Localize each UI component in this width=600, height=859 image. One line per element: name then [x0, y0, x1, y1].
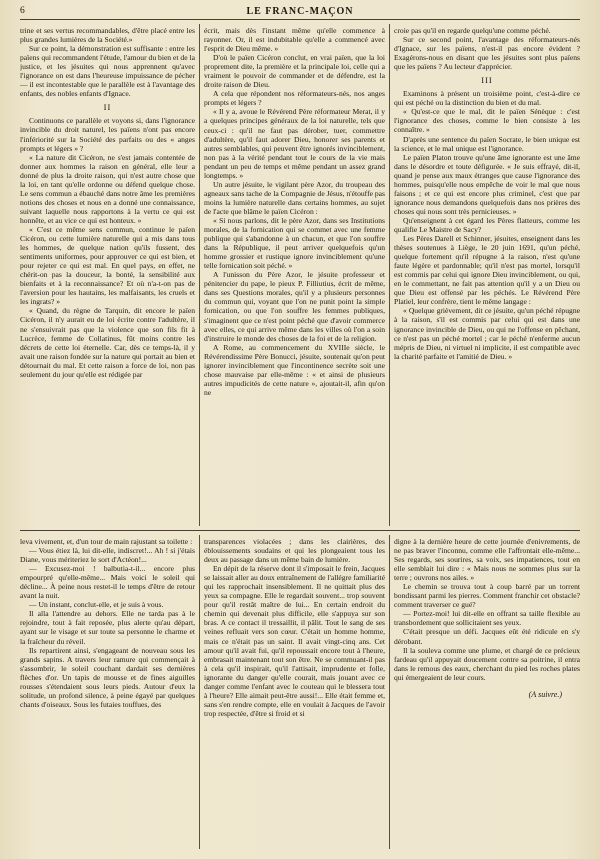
paragraph: « Quand, du règne de Tarquin, dit encore le païen Cicéron, il n'y aurait eu de loi écrite contre l'adultère, il ne s'ensuivrait pas que la violence que son fils fit à Lucrèce, femme de Collatinus, fût moins contre les décrets de cette loi éternelle. Car, dès ce temps-là, il y avait une raison fondée sur la nature qui portait au bien et détournait du mal. Et cette raison a force de loi, non pas seulement du jour qu'elle est rédigée par	[20, 306, 195, 379]
section-divider	[20, 530, 580, 531]
column-divider	[199, 24, 200, 526]
to-be-continued: (A suivre.)	[528, 689, 562, 699]
paragraph: — Excusez-moi ! balbutia-t-il... encore plus empourpré qu'elle-même... Mais voici le soleil qui décline... À peine nous restet-il le temps d'être de retour avant la nuit.	[20, 564, 195, 601]
masthead-title: LE FRANC-MAÇON	[246, 5, 354, 17]
paragraph: Un autre jésuite, le vigilant père Azor, du troupeau des agneaux sans tache de la Compagnie de Jésus, n'étouffe pas moins la lumière naturelle dans certains hommes, au sujet de l'acte que blâme le païen Cicéron :	[204, 179, 385, 216]
article-column-1	[20, 26, 195, 524]
paragraph: « Quelque grièvement, dit ce jésuite, qu'un péché répugne à la raison, s'il est commis par celui qui est dans une ignorance invincible de Dieu, ou qui ne l'offense en pêchant, ce n'est pas un péché mortel ; car le péché n'enferme aucun mépris de Dieu, ni virtuel ni implicite, il est compatible avec la charité parfaite et l'amitié de Dieu. »	[394, 306, 580, 361]
paragraph: écrit, mais dès l'instant même qu'elle commence à rayonner. Or, il est indubitable qu'elle a commencé avec l'esprit de Dieu même. »	[204, 26, 385, 54]
page-header	[20, 3, 580, 20]
paragraph: Examinons à présent un troisième point, c'est-à-dire ce qui est péché ou la distinction du bien et du mal.	[394, 89, 580, 108]
paragraph: Le païen Platon trouve qu'une âme ignorante est une âme dans le désordre et toute défigurée. « Je suis effrayé, dit-il, quand je pense aux maux étranges que cause l'ignorance des hommes, puisqu'elle nous empêche de voir le mal que nous faisons ; et ce qui est encore plus criminel, c'est que par ignorance nous demandons quelquefois dans nos prières des choses qui nous sont très pernicieuses. »	[394, 152, 580, 216]
paragraph: « Il y a, avoue le Révérend Père réformateur Merat, il y a quelques principes généraux de la loi naturelle, tels que ceux-ci : qu'il ne faut pas dérober, tuer, commettre d'adultère, qu'il faut adorer Dieu, honorer ses parents et autres semblables, qui peuvent être ignorés invinciblement, non pas à la vérité pendant tout le cours de la vie mais pendant un peu de temps et même pendant un assez grand longtemps. »	[204, 107, 385, 180]
paragraph: D'où le païen Cicéron conclut, en vrai païen, que la loi proprement dite, la première et la principale loi, celle qui a vraiment le pouvoir de commander et de défendre, est la droite raison de Dieu.	[204, 53, 385, 90]
column-divider	[389, 535, 390, 849]
paragraph: trine et ses vertus recommandables, d'être placé entre les plus grandes lumières de la Société.»	[20, 26, 195, 45]
paragraph: Le chemin se trouva tout à coup barré par un torrent bondissant parmi les pierres. Comment franchir cet obstacle? comment traverser ce gué?	[394, 582, 580, 610]
paragraph: Il la souleva comme une plume, et chargé de ce précieux fardeau qu'il appuyait doucement contre sa poitrine, il entra dans le remous des eaux, cherchant du pied les roches plates qui émergeaient de leur cours.	[394, 645, 580, 682]
paragraph: « La nature dit Cicéron, ne s'est jamais contentée de donner aux hommes la raison en général, elle leur a donné de plus la droite raison, qui n'est autre chose que la loi, en tant qu'elle ordonne ou défend quelque chose. Le sens commun a ébauché dans notre âme les premières notions des choses et nous en a donné une connaissance, suivant laquelle nous rapportons à la vertu ce qui est honnête, et au vice ce qui est honteux. »	[20, 152, 195, 225]
column-divider	[389, 24, 390, 526]
paragraph: « Si nous parlons, dit le père Azor, dans ses Institutions morales, de la fornication qui se commet avec une femme publique qui s'abandonne à un chacun, et que l'on souffre dans la République, il peut arriver quelquefois qu'un homme grossier et rustique ignore invinciblement qu'une telle fornication soit péché. »	[204, 215, 385, 271]
paragraph: — Un instant, conclut-elle, et je suis à vous.	[29, 600, 164, 610]
paragraph: C'était presque un défi. Jacques eût été ridicule en s'y dérobant.	[394, 627, 580, 646]
column-divider	[199, 535, 200, 849]
page-number: 6	[20, 6, 25, 16]
paragraph: A Rome, au commencement du XVIIIe siècle, le Révérendissime Père Bonucci, jésuite, soutenait qu'on peut ignorer invinciblement que l'incontinence secrète soit une chose mauvaise par elle-même : « et ainsi de plusieurs autres impudicités de cette nature », ajoutait-il, afin qu'on ne	[204, 342, 385, 397]
article-column-2	[204, 26, 385, 524]
paragraph: transparences violacées ; dans les clairières, des éblouissements soudains et qui les plongeaient tous les deux au passage dans un même bain de lumière.	[204, 537, 385, 565]
paragraph: — Portez-moi! lui dit-elle en offrant sa taille flexible au transbordement que sollicitaient ses yeux.	[394, 609, 580, 628]
paragraph: D'après une sentence du païen Socrate, le bien unique est la science, et le mal unique est l'ignorance.	[394, 134, 580, 153]
paragraph: En dépit de la réserve dont il s'imposait le frein, Jacques se laissait aller au doux entraînement de l'allégre familiarité qui les rapprochait insensiblement. Il ne quittait plus des yeux sa compagne. Elle le regardait souvent... trop souvent pour qu'il restât maître de lui... En certain endroit du chemin qui devenait plus difficile, elle s'appuya sur son bras. A ce contact il tressaillit, il pâlit. Tout le sang de ses veines refluait vers son cœur. C'était un homme homme, mais ce n'était pas un saint. Il avait vingt-cinq ans. Cet amour qu'il avait fui, qu'il repoussait encore tout à l'heure, embrasait maintenant tout son être. Ne se commuant-il pas à cela qu'il inspirait, qu'il l'attisait, imprudente et folle, ignorante du danger qu'elle courait, mais jouant avec ce danger comme l'enfant avec le couteau qui le blessera tout à l'heure? Elle aimait peut-être aussi!... Elle était femme et, sans s'en rendre compte, elle en voulait à Jacques de l'avoir trop respectée, d'être si froid et si	[204, 564, 385, 718]
section-heading: III	[481, 75, 493, 86]
paragraph: A cela que répondent nos réformateurs-nés, nos anges prompts et légers ?	[204, 89, 385, 108]
story-column-1	[20, 537, 195, 847]
paragraph: — Vous étiez là, lui dit-elle, indiscret!... Ah ! si j'étais Diane, vous mériteriez le sort d'Actéon!...	[20, 546, 195, 565]
paragraph: Il alla l'attendre au dehors. Elle ne tarda pas à le rejoindre, tout à fait reposée, plus alerte qu'au départ, ayant sur le visage et sur toute sa personne le charme et la fraîcheur du réveil.	[20, 609, 195, 646]
paragraph: croie pas qu'il en regarde quelqu'une comme péché.	[394, 26, 551, 35]
paragraph: Qu'enseignent à cet égard les Pères flatteurs, comme les qualifie Le Maistre de Sacy?	[394, 215, 580, 234]
paragraph: digne à la dernière heure de cette journée d'enivrements, de ne pas braver l'inconnu, comme elle l'affrontait elle-même... Ses regards, ses sourires, sa voix, ses impatiences, tout en elle semblait lui dire : « Mais nous ne sommes plus sur la terre ; ouvrons nos ailes. »	[394, 537, 580, 583]
article-column-3	[394, 26, 580, 524]
paragraph: « C'est ce même sens commun, continue le païen Cicéron, ou cette lumière naturelle qui a mis dans tous les hommes, de quelque nation qu'ils fussent, des sentiments uniformes, pour approuver ce qui est bien, et pour rejeter ce qui est mal. En quel pays, en effet, ne chérit-on pas la douceur, la bonté, la sensibilité aux bienfaits et à la reconnaissance? Et où n'a-t-on pas de l'aversion pour les hautains, les malfaisants, les cruels et les ingrats? »	[20, 224, 195, 307]
story-column-2	[204, 537, 385, 847]
paragraph: Sur ce second point, l'avantage des réformateurs-nés d'Ignace, sur les païens, n'est-il pas encore évident ? Exagérons-nous en disant que les jésuites sont plus païens que les païens ? Au lecteur d'apprécier.	[394, 35, 580, 72]
paragraph: Les Pères Darell et Schinner, jésuites, enseignent dans les thèses soutenues à Liège, le 20 juin 1691, qu'un péché, quelque fortement qu'il répugne à la raison, n'est qu'une faute légère et pardonnable; qu'il n'est pas mortel, lorsqu'il est commis par celui qui ignore Dieu invinciblement, ou qui, en le commettant, ne fait pas attention qu'il y a un Dieu ou que Dieu est offensé par les péchés. Le Révérend Père Platiel, leur confrère, tient le même langage :	[394, 234, 580, 307]
paragraph: Ils repartirent ainsi, s'engageant de nouveau sous les grands sapins. A travers leur ramure qui commençait à s'assombrir, le soleil couchant dardait ses dernières flèches d'or. Un tapis de mousse et de fines aiguilles rousses s'étendaient sous leurs pieds. Autour d'eux la solitude, un profond silence, à peine égayé par quelques chants d'oiseaux. Sous les futaies touffues, des	[20, 645, 195, 709]
paragraph: A l'unisson du Père Azor, le jésuite professeur et pénitencier du pape, le pieux P. Filliutius, écrit de même, dans ses Questions morales, qu'il y a plusieurs personnes du commun qui, voyant que l'on ne punit point la simple fornication, ou que l'on souffre les femmes publiques, s'imaginent que ce n'est point péché que d'avoir commerce avec elles, ce qui arrive même dans les villes où l'on a soin d'instruire le monde des choses de la foi et de la religion.	[204, 270, 385, 343]
section-heading: II	[103, 102, 112, 113]
story-column-3	[394, 537, 580, 847]
paragraph: Sur ce point, la démonstration est suffisante : entre les païens qui recommandent l'étude, l'amour du bien et de la justice, et les jésuites qui nous apprennent qu'avec l'ignorance on est dans l'heureuse impuissance de pécher — il est incontestable que le parallèle est à l'avantage des enfants, des nobles enfants d'Ignace.	[20, 44, 195, 99]
paragraph: Continuons ce parallèle et voyons si, dans l'ignorance invincible du droit naturel, les païens n'ont pas encore l'infériorité sur la Société des parfaits ou des « anges prompts et légers » ?	[20, 116, 195, 153]
paragraph: « Qu'est-ce que le mal, dit le païen Sénèque : c'est l'ignorance des choses, comme le bien consiste à les connaître. »	[394, 107, 580, 135]
paragraph: leva vivement, et, d'un tour de main rajustant sa toilette :	[20, 537, 193, 546]
